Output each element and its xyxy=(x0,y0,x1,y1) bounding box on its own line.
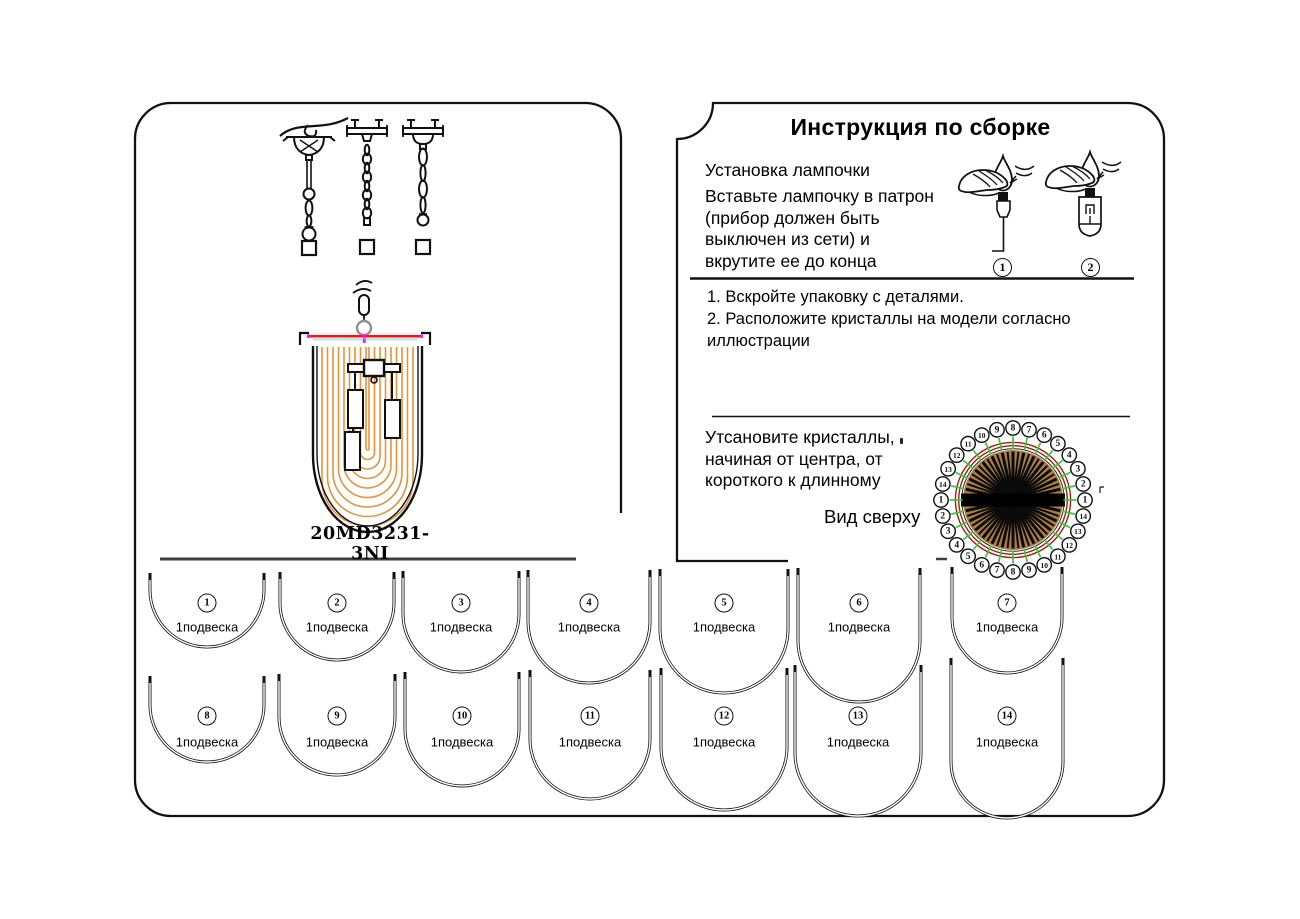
socket-right xyxy=(385,400,400,438)
ring-position-number: 3 xyxy=(1075,464,1081,475)
pendant-outlines xyxy=(150,567,1063,818)
pendant-count-label: 1подвеска xyxy=(305,734,369,750)
socket-left-lower xyxy=(345,432,360,470)
figure-1-badge: 1 xyxy=(993,258,1012,277)
ring-position-number: 12 xyxy=(1065,540,1074,550)
pendant-number-badge: 8 xyxy=(198,707,217,726)
ring-position-number: 1 xyxy=(1082,495,1088,506)
pendant-number-badge: 2 xyxy=(328,594,347,613)
ceiling-wire-squiggle xyxy=(353,281,372,293)
ring-position-number: 6 xyxy=(979,560,985,571)
pendant-number-badge: 6 xyxy=(850,594,869,613)
pendant-count-label: 1подвеска xyxy=(175,734,239,750)
pendant-count-label: 1подвеска xyxy=(975,734,1039,750)
ring-position-number: 7 xyxy=(994,565,1000,576)
pendant-number-badge: 3 xyxy=(452,594,471,613)
step-line: иллюстрации xyxy=(707,332,810,350)
ring-position-number: 13 xyxy=(1074,527,1082,537)
pendant-number-badge: 9 xyxy=(328,707,347,726)
pendant-outline-inner xyxy=(405,679,519,786)
pendant-outline-inner xyxy=(279,681,395,775)
socket-left-upper xyxy=(348,390,363,428)
bulb-install-paragraph xyxy=(705,186,934,272)
chain-link xyxy=(359,295,369,315)
top-view-label: Вид сверху xyxy=(824,506,921,527)
bulb-install-text-line: (прибор должен быть xyxy=(705,207,880,228)
ring-position-number: 9 xyxy=(1026,565,1032,576)
step-line: 2. Расположите кристаллы на модели согласно xyxy=(707,310,1071,328)
pendant-number-badge: 7 xyxy=(998,594,1017,613)
socket-stub-icon xyxy=(997,201,1010,217)
ring-position-number: 1 xyxy=(938,495,944,506)
steps-paragraph xyxy=(707,286,1071,352)
center-bar xyxy=(961,494,1065,507)
crystal-note-line: короткого к длинному xyxy=(705,470,881,490)
pendant-number-badge: 12 xyxy=(715,707,734,726)
pendant-count-label: 1подвеска xyxy=(305,619,369,635)
hanging-hook xyxy=(357,321,371,335)
pendant-count-label: 1подвеска xyxy=(430,734,494,750)
top-view-ring-diagram xyxy=(924,411,1102,589)
pendant-count-label: 1подвеска xyxy=(557,619,621,635)
ring-position-number: 8 xyxy=(1010,423,1016,434)
mount-diagrams xyxy=(270,110,460,265)
chandelier-diagram xyxy=(290,275,440,565)
pendant-count-label: 1подвеска xyxy=(827,619,891,635)
mount-wire-icon xyxy=(992,217,1004,251)
bulb-install-heading: Установка лампочки xyxy=(705,160,870,180)
ring-position-number: 10 xyxy=(978,431,986,441)
ring-position-number: 4 xyxy=(1066,450,1072,461)
bracket-chain-mount-icon xyxy=(347,120,387,254)
pendant-outline xyxy=(798,568,920,702)
ring-position-number: 5 xyxy=(1055,439,1061,450)
left-panel-border-corner xyxy=(585,103,621,513)
pendant-count-label: 1подвеска xyxy=(975,619,1039,635)
ring-position-number: 2 xyxy=(1080,479,1086,490)
pendant-count-label: 1подвеска xyxy=(429,619,493,635)
ring-position-number: 14 xyxy=(1079,512,1087,522)
pendant-number-badge: 14 xyxy=(998,707,1017,726)
ring-position-number: 6 xyxy=(1041,430,1047,441)
pendant-count-label: 1подвеска xyxy=(558,734,622,750)
pendant-number-badge: 4 xyxy=(580,594,599,613)
pendant-count-label: 1подвеска xyxy=(692,734,756,750)
bulb-install-figures xyxy=(930,140,1170,275)
ring-position-number: 13 xyxy=(944,464,952,474)
ring-position-number: 11 xyxy=(1054,552,1062,562)
pendant-number-badge: 10 xyxy=(453,707,472,726)
ring-position-number: 10 xyxy=(1040,560,1048,570)
crystal-note-line: Утсановите кристаллы, xyxy=(705,427,895,447)
crystal-note-line: начиная от центра, от xyxy=(705,448,883,469)
bulb-install-text-line: вкрутите ее до конца xyxy=(705,250,877,271)
pendant-count-label: 1подвеска xyxy=(175,619,239,635)
bulb-install-text-line: Вставьте лампочку в патрон xyxy=(705,186,934,206)
ring-position-number: 14 xyxy=(939,479,947,489)
ring-position-number: 7 xyxy=(1026,425,1032,436)
ring-position-number: 12 xyxy=(952,451,961,461)
print-artifact xyxy=(900,438,903,444)
ring-position-number: 3 xyxy=(945,526,951,537)
pendant-outline-inner xyxy=(150,580,264,647)
canopy-chain-mount-icon xyxy=(280,118,348,255)
ring-position-number: 9 xyxy=(994,425,1000,436)
ring-position-number: 11 xyxy=(964,439,972,449)
step-line: 1. Вскройте упаковку с деталями. xyxy=(707,288,964,306)
pendant-number-badge: 1 xyxy=(198,594,217,613)
pendant-count-label: 1подвеска xyxy=(826,734,890,750)
pendant-count-label: 1подвеска xyxy=(692,619,756,635)
pendant-number-badge: 13 xyxy=(849,707,868,726)
pendant-number-badge: 11 xyxy=(581,707,600,726)
ring-position-number: 4 xyxy=(954,540,960,551)
pendant-number-badge: 5 xyxy=(715,594,734,613)
instruction-title: Инструкция по сборке xyxy=(790,114,1051,140)
ring-position-number: 2 xyxy=(940,511,946,522)
pendant-outline xyxy=(280,572,394,660)
bulb-install-text-line: выключен из сети) и xyxy=(705,229,870,249)
model-number-label: 20MD3231-3NI xyxy=(310,524,430,564)
bracket-ball-chain-mount-icon xyxy=(403,120,443,254)
figure-2-badge: 2 xyxy=(1081,258,1100,277)
crystal-note xyxy=(705,427,895,492)
ring-position-number: 8 xyxy=(1010,567,1016,578)
ring-position-number: 5 xyxy=(965,551,971,562)
